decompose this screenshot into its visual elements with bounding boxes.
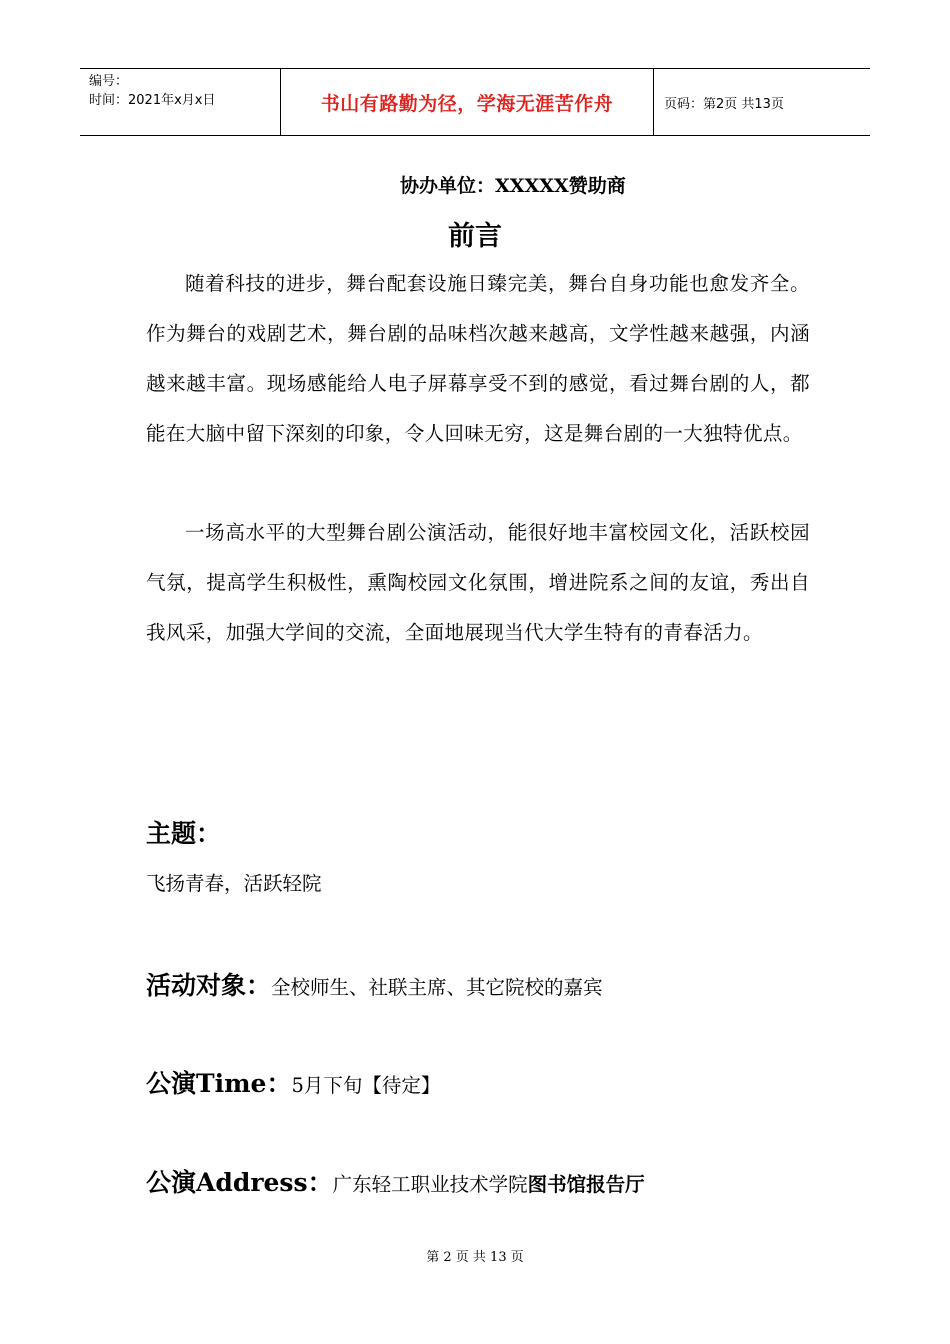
address-school: 广东轻工职业技术学院: [332, 1173, 528, 1196]
header-page-info: [654, 69, 870, 135]
header-motto-cell: [281, 69, 654, 135]
time-label: 时间：2021年x月x日: [89, 93, 216, 108]
audience-row: [146, 966, 603, 1002]
cosponsor-line: 协办单位：XXXXX赞助商: [400, 175, 626, 197]
preface-paragraph-2: 一场高水平的大型舞台剧公演活动，能很好地丰富校园文化，活跃校园气氛，提高学生积极性，熏陶校园文化氛围，增进院系之间的友谊，秀出自我风采，加强大学间的交流，全面地展现当代大学生特有的青春活力。: [146, 521, 810, 644]
page-footer: 第 2 页 共 13 页: [426, 1250, 524, 1265]
document-header: [80, 68, 870, 136]
header-meta: [80, 69, 281, 135]
audience-text: 全校师生、社联主席、其它院校的嘉宾: [271, 976, 603, 999]
performance-address-row: [146, 1163, 645, 1199]
audience-label: 活动对象：: [146, 971, 272, 1000]
theme-text: 飞扬青春，活跃轻院: [146, 872, 322, 895]
serial-label: 编号：: [89, 74, 129, 89]
performance-address-label: 公演Address：: [146, 1168, 333, 1197]
theme-heading: 主题：: [146, 819, 222, 848]
preface-title: 前言: [448, 221, 502, 252]
preface-paragraph-1: 随着科技的进步，舞台配套设施日臻完美，舞台自身功能也愈发齐全。作为舞台的戏剧艺术，舞台剧的品味档次越来越高，文学性越来越强，内涵越来越丰富。现场感能给人电子屏幕享受不到的感觉，看过舞台剧的人，都能在大脑中留下深刻的印象，令人回味无穷，这是舞台剧的一大独特优点。: [146, 272, 810, 445]
performance-time-row: [146, 1064, 440, 1100]
motto: 书山有路勤为径，学海无涯苦作舟: [320, 92, 614, 115]
page-info: 页码：第2页 共13页: [664, 96, 784, 112]
performance-time-label: 公演Time：: [146, 1069, 292, 1098]
performance-time-text: 5月下旬【待定】: [291, 1074, 441, 1097]
address-venue: 图书馆报告厅: [527, 1173, 645, 1196]
